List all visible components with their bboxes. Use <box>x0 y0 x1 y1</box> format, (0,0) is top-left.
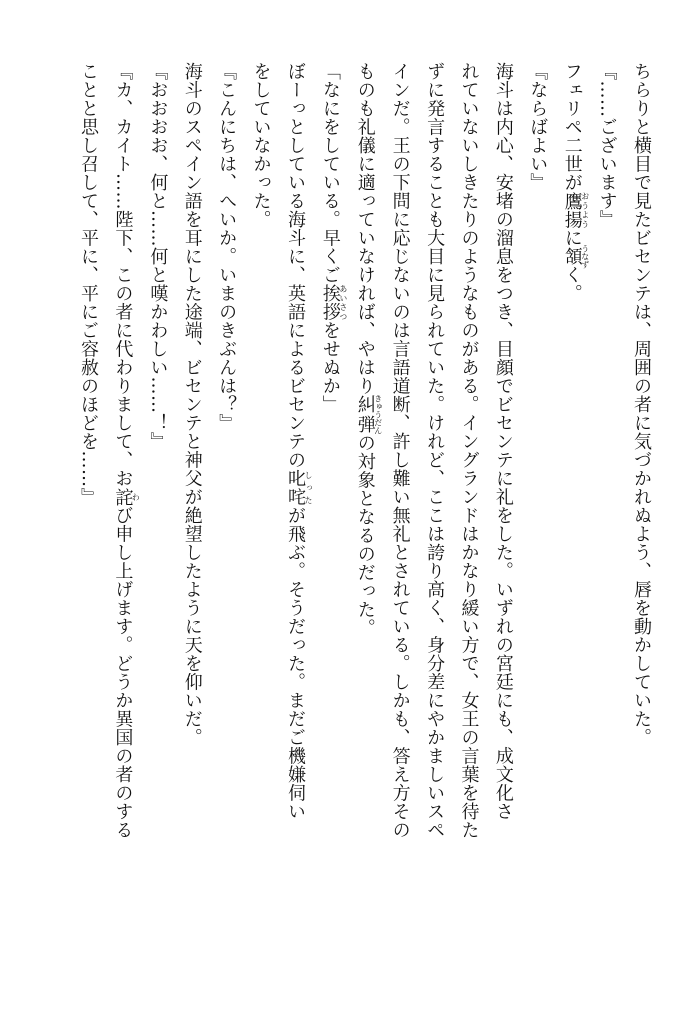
ruby-word: 詫わ <box>112 487 141 506</box>
text-line: 海斗のスペイン語を耳にした途端、ビセンテと神父が絶望したように天を仰いだ。 <box>181 62 203 747</box>
text-line: インだ。王の下問に応じないのは言語道断、許し難い無礼とされている。しかも、答え方その <box>389 62 411 839</box>
text-line: 『こんにちは、へいか。いまのきぶんは？』 <box>216 62 238 432</box>
ruby-word: 挨拶あいさつ <box>319 284 348 321</box>
text-line: 『……ございます』 <box>596 62 618 229</box>
text-line: ものも礼儀に適っていなければ、やはり糾弾きゅうだんの対象となるのだった。 <box>354 62 383 637</box>
text-line: フェリペ二世が鷹揚おうように頷うなずく。 <box>561 62 590 303</box>
text-line: をしていなかった。 <box>250 62 272 229</box>
text-line: れていないしきたりのようなものがある。イングランドはかなり緩い方で、女王の言葉を待た <box>458 62 480 839</box>
text-line: ぼーっとしている海斗に、英語によるビセンテの叱咤しったが飛ぶ。そうだった。まだご機嫌伺い <box>284 62 313 821</box>
text-line: ちらりと横目で見たビセンテは、周囲の者に気づかれぬよう、唇を動かしていた。 <box>631 62 652 747</box>
text-line: ことと思し召して、平に、平にご容赦のほどを……』 <box>78 62 99 506</box>
text-line: 『ならばよい』 <box>527 62 549 192</box>
vertical-text-body <box>71 62 658 992</box>
text-line: 『おおおお、何と……何と嘆かわしい……！』 <box>147 62 169 451</box>
ruby-word: 糾弾きゅうだん <box>354 394 383 435</box>
ruby-word: 鷹揚おうよう <box>561 191 590 229</box>
text-line: ずに発言することも大目に見られていた。けれど、ここは誇り高く、身分差にやかましいスペ <box>424 62 446 839</box>
text-line: 海斗は内心、安堵の溜息をつき、目顔でビセンテに礼をした。いずれの宮廷にも、成文化さ <box>492 62 514 821</box>
ruby-word: 頷うなず <box>561 244 590 269</box>
text-line: 『カ、カイト……陛下、この者に代わりまして、お詫わび申し上げます。どうか異国の者のする <box>112 62 141 839</box>
text-line: 「なにをしている。早くご挨拶あいさつをせぬか」 <box>319 62 348 414</box>
ruby-word: 叱咤しった <box>284 469 313 506</box>
